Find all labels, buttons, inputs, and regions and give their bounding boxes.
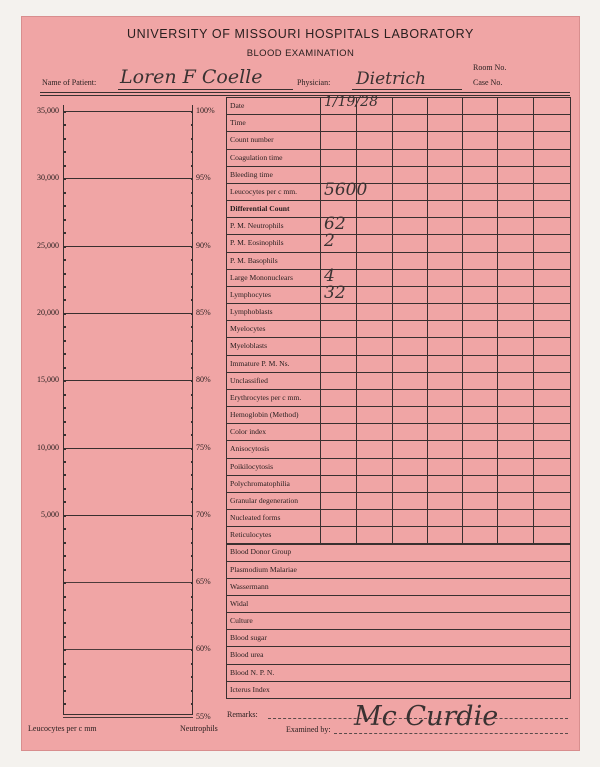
neutrophil-gridline (63, 515, 193, 516)
leucocyte-scale-label: 35,000 (37, 106, 59, 115)
blood-examination-form (22, 17, 579, 750)
row-label: Date (230, 101, 245, 110)
chart-tick (191, 124, 193, 126)
chart-tick (64, 340, 66, 342)
table-right-border (570, 97, 571, 698)
neutrophil-gridline (63, 178, 193, 179)
patient-label: Name of Patient: (42, 78, 97, 87)
neutrophil-scale-label: 100% (196, 106, 215, 115)
row-value: 62 (324, 214, 346, 235)
table-row-line (226, 646, 571, 647)
table-row-line (226, 681, 571, 682)
row-label: Myeloblasts (230, 341, 268, 351)
row-label: Widal (230, 598, 249, 608)
leucocyte-scale-label: 10,000 (37, 442, 59, 452)
room-label: Room No. (473, 63, 507, 72)
table-row-line (226, 440, 571, 441)
chart-tick (191, 380, 193, 382)
table-row-line (226, 458, 571, 459)
row-label: Poikilocytosis (230, 461, 274, 471)
row-label: P. M. Neutrophils (230, 221, 284, 231)
leucocyte-gridline (63, 111, 193, 112)
table-row-line (226, 612, 571, 613)
neutrophil-gridline (63, 246, 193, 247)
row-value: 2 (324, 231, 335, 252)
chart-tick (64, 676, 66, 678)
row-label: Nucleated forms (230, 513, 281, 523)
table-row-line (226, 406, 571, 407)
table-row-line (226, 475, 571, 476)
row-label: Blood sugar (230, 633, 267, 643)
chart-tick (191, 421, 193, 423)
table-row-line (226, 492, 571, 493)
row-label: Color index (230, 427, 267, 437)
table-row-line (226, 423, 571, 424)
chart-tick (191, 461, 193, 463)
table-row-line (226, 629, 571, 630)
remarks-label: Remarks: (227, 710, 258, 719)
row-label: Leucocytes per c mm. (230, 186, 298, 196)
row-label: Count number (230, 135, 274, 145)
case-label: Case No. (473, 78, 503, 87)
row-value: 4 (324, 265, 335, 286)
chart-tick (191, 515, 193, 517)
table-row-line (226, 526, 571, 527)
chart-tick (64, 528, 66, 530)
physician-name: Dietrich (356, 69, 426, 89)
chart-tick (64, 299, 66, 301)
chart-tick (191, 582, 193, 584)
row-label: Erythrocytes per c mm. (230, 392, 302, 402)
chart-tick (64, 192, 66, 194)
row-label: Reticulocytes (230, 530, 272, 540)
chart-tick (64, 367, 66, 369)
neutrophil-gridline (63, 313, 193, 314)
chart-tick (64, 205, 66, 207)
neutrophil-gridline (63, 649, 193, 650)
chart-tick (64, 286, 66, 288)
table-row-line (226, 114, 571, 115)
table-row-line (226, 166, 571, 167)
row-label: P. M. Basophils (230, 255, 278, 265)
leucocyte-scale-label: 20,000 (37, 307, 59, 317)
row-label: Unclassified (230, 375, 268, 385)
chart-tick (191, 192, 193, 194)
neutrophil-scale-label: 70% (196, 509, 211, 519)
row-label: Granular degeneration (230, 495, 299, 505)
chart-tick (191, 569, 193, 571)
chart-tick (64, 246, 66, 248)
row-label: Wassermann (230, 581, 269, 591)
chart-tick (191, 555, 193, 557)
chart-tick (64, 703, 66, 705)
table-row-line (226, 200, 571, 201)
table-row-line (226, 320, 571, 321)
neutrophil-scale-label: 85% (196, 307, 211, 317)
table-left-border (226, 97, 227, 698)
chart-tick (64, 111, 66, 113)
chart-tick (191, 138, 193, 140)
chart-tick (191, 649, 193, 651)
neutrophil-gridline (63, 448, 193, 449)
chart-tick (191, 407, 193, 409)
table-row-line (226, 664, 571, 665)
chart-tick (191, 394, 193, 396)
neutrophils-caption: Neutrophils (180, 724, 218, 733)
chart-tick (64, 259, 66, 261)
row-label: Blood Donor Group (230, 547, 292, 557)
table-row-line (226, 578, 571, 579)
neutrophil-gridline (63, 717, 193, 718)
table-row-line (226, 217, 571, 218)
chart-tick (191, 703, 193, 705)
header-rule-1 (40, 92, 570, 93)
row-label: Immature P. M. Ns. (230, 358, 290, 368)
table-row-line (226, 97, 571, 98)
row-label: Large Mononuclears (230, 272, 293, 282)
chart-tick (191, 299, 193, 301)
chart-tick (64, 569, 66, 571)
chart-tick (64, 649, 66, 651)
chart-tick (191, 528, 193, 530)
table-row-line (226, 509, 571, 510)
chart-tick (64, 219, 66, 221)
lab-title: UNIVERSITY OF MISSOURI HOSPITALS LABORATORY (127, 27, 474, 41)
table-row-line (226, 286, 571, 287)
chart-tick (64, 542, 66, 544)
chart-bottom-line (63, 714, 193, 715)
row-value: 1/19/28 (324, 94, 378, 110)
row-label: Blood N. P. N. (230, 667, 275, 677)
chart-tick (64, 394, 66, 396)
leucocyte-scale-label: 25,000 (37, 240, 59, 250)
chart-tick (64, 380, 66, 382)
chart-tick (64, 178, 66, 180)
chart-tick (191, 232, 193, 234)
chart-tick (64, 461, 66, 463)
header-rule-2 (40, 95, 570, 96)
chart-tick (191, 434, 193, 436)
patient-name-line (118, 89, 293, 90)
chart-tick (191, 596, 193, 598)
row-label: Blood urea (230, 650, 264, 660)
chart-tick (191, 286, 193, 288)
patient-name: Loren F Coelle (120, 66, 263, 88)
table-row-line (226, 269, 571, 270)
chart-tick (191, 273, 193, 275)
chart-tick (191, 326, 193, 328)
chart-tick (64, 326, 66, 328)
table-row-line (226, 183, 571, 184)
chart-tick (64, 138, 66, 140)
chart-tick (191, 488, 193, 490)
chart-tick (64, 488, 66, 490)
row-label: Plasmodium Malariae (230, 564, 297, 574)
row-label: Myelocytes (230, 324, 266, 334)
chart-tick (64, 501, 66, 503)
chart-tick (64, 609, 66, 611)
neutrophil-scale-label: 55% (196, 711, 211, 721)
table-row-line (226, 372, 571, 373)
row-label: Lymphoblasts (230, 307, 273, 317)
chart-tick (64, 690, 66, 692)
form-subtitle: BLOOD EXAMINATION (246, 48, 355, 59)
chart-tick (64, 232, 66, 234)
leucocytes-caption: Leucocytes per c mm (28, 724, 97, 733)
chart-tick (64, 582, 66, 584)
neutrophil-scale-label: 95% (196, 173, 211, 183)
row-label: Lymphocytes (230, 289, 271, 299)
row-label: Bleeding time (230, 169, 273, 179)
table-bottom-line (226, 698, 571, 699)
neutrophil-scale-label: 65% (196, 577, 211, 587)
table-row-line (226, 131, 571, 132)
chart-tick (64, 165, 66, 167)
row-label: Polychromatophilia (230, 478, 290, 488)
neutrophil-scale-label: 60% (196, 644, 211, 654)
chart-tick (191, 676, 193, 678)
chart-tick (64, 434, 66, 436)
row-value: 32 (324, 282, 346, 303)
chart-tick (64, 448, 66, 450)
chart-tick (191, 246, 193, 248)
examined-line (334, 733, 568, 734)
physician-name-line (352, 89, 462, 90)
chart-tick (191, 636, 193, 638)
chart-tick (191, 622, 193, 624)
row-value: 5600 (324, 179, 368, 200)
neutrophil-gridline (63, 380, 193, 381)
row-label: Hemoglobin (Method) (230, 410, 299, 420)
chart-tick (64, 515, 66, 517)
table-row-line (226, 561, 571, 562)
chart-tick (64, 353, 66, 355)
chart-tick (191, 165, 193, 167)
chart-tick (191, 259, 193, 261)
leucocyte-scale-label: 15,000 (37, 375, 59, 385)
neutrophil-scale-label: 80% (196, 375, 211, 385)
table-row-line (226, 389, 571, 391)
row-label: Anisocytosis (230, 444, 270, 454)
chart-tick (64, 124, 66, 126)
chart-tick (191, 474, 193, 476)
chart-tick (191, 178, 193, 180)
row-label: P. M. Eosinophils (230, 238, 284, 248)
chart-tick (64, 273, 66, 275)
chart-tick (191, 609, 193, 611)
table-row-line (226, 595, 571, 596)
row-label: Time (230, 118, 246, 128)
chart-tick (64, 596, 66, 598)
chart-tick (191, 340, 193, 342)
table-row-line (226, 355, 571, 356)
neutrophil-scale-label: 75% (196, 442, 211, 452)
chart-tick (64, 663, 66, 665)
leucocyte-scale-label: 30,000 (37, 173, 59, 183)
examiner-signature: Mc Curdie (354, 701, 499, 732)
chart-tick (64, 313, 66, 315)
table-row-line (226, 252, 571, 253)
chart-tick (64, 151, 66, 153)
chart-tick (64, 636, 66, 638)
chart-tick (64, 474, 66, 476)
chart-tick (191, 501, 193, 503)
chart-tick (191, 219, 193, 221)
chart-tick (191, 690, 193, 692)
chart-tick (64, 622, 66, 624)
leucocyte-scale-label: 5,000 (41, 509, 59, 519)
physician-label: Physician: (297, 78, 331, 87)
chart-tick (191, 151, 193, 153)
table-row-line (226, 303, 571, 304)
chart-tick (191, 111, 193, 113)
chart-tick (191, 353, 193, 355)
row-label: Coagulation time (230, 152, 283, 162)
table-row-line (226, 149, 571, 150)
table-row-line (226, 234, 571, 235)
chart-tick (64, 421, 66, 423)
table-row-line (226, 543, 571, 545)
chart-tick (191, 663, 193, 665)
chart-tick (64, 555, 66, 557)
chart-tick (191, 542, 193, 544)
chart-tick (191, 448, 193, 450)
neutrophil-scale-label: 90% (196, 240, 211, 250)
chart-tick (64, 407, 66, 409)
neutrophil-gridline (63, 582, 193, 583)
chart-tick (191, 313, 193, 315)
row-label: Culture (230, 616, 253, 626)
row-label: Differential Count (230, 204, 290, 214)
row-label: Icterus Index (230, 684, 270, 694)
examined-label: Examined by: (286, 725, 331, 734)
table-row-line (226, 337, 571, 338)
chart-tick (191, 367, 193, 369)
chart-tick (191, 205, 193, 207)
